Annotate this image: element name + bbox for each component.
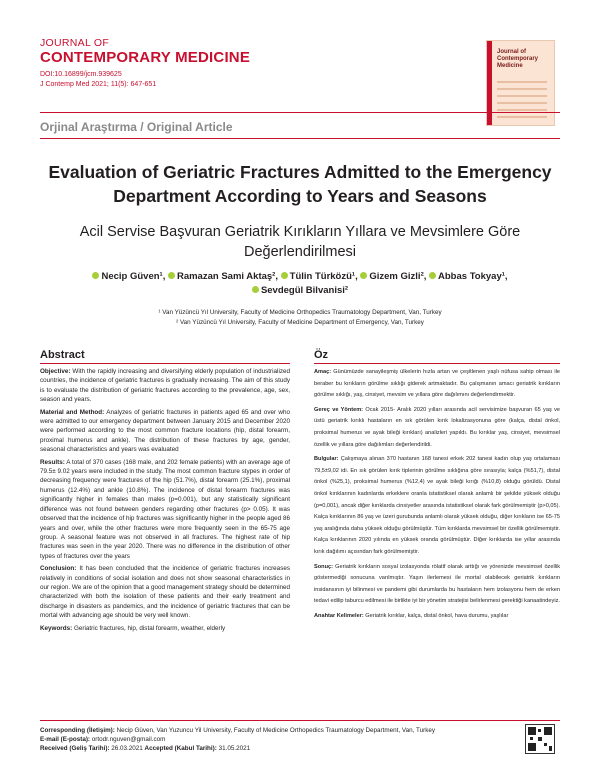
abstract-english <box>40 367 290 636</box>
affiliations <box>40 308 560 328</box>
abstract-keywords: Keywords: Geriatric fractures, hip, distal forearm, weather, elderly <box>40 624 226 632</box>
oz-yontem: Gereç ve Yöntem: Ocak 2015- Aralık 2020 yılları arasında acil servisimize başvuran 65 yaş ve üstü geriatrik kırıklı hastaların en sık görülen kırık lokalizasyonuna göre (kalça, distal önkol, proksimal humerus ve ayak bileği kırıkları) analizleri yapıldı. Bu kırıklar yaş, cinsiyet, mevsimsel özellik ve yıllara göre dağılımları değerlendirildi. <box>314 406 560 448</box>
author-list <box>40 270 560 298</box>
title-turkish: Acil Servise Başvuran Geriatrik Kırıkların Yıllara ve Mevsimlere Göre Değerlendirilmesi <box>79 224 521 260</box>
category-divider <box>40 138 560 139</box>
email-link[interactable]: ortodr.nguven@gmail.com <box>90 736 166 743</box>
footer-divider <box>40 720 560 721</box>
abstract-turkish <box>314 367 560 625</box>
orcid-icon[interactable] <box>429 272 436 279</box>
author-4: Gizem Gizli², <box>360 271 426 282</box>
author-1: Necip Güven¹, <box>92 271 165 282</box>
cover-title: Journal of Contemporary Medicine <box>497 49 539 69</box>
abstract-results: Results: A total of 370 cases (168 male, and 202 female patients) with an average age of 79.5± 9.02 years were included in the study. The most common fracture stypes in order of decreasing frequency were fractures of the hip (51.7%), distal forearm (25.1%), proximal humerus (12.4%) and ankle (10.8%). The incidence of distal forearm fractures was significantly higher in females than males (p=0.001), but any statistically significant difference was not found between genders regarding other fractures (p> 0.05). It was observed that the incidence of hip fractures was significantly higher in the people aged 86 years and over, while the other fractures were more frequently seen in the 65-75 age group. A seasonal feature was not observed in all fractures. The highest rate of hip fractures was seen in the year 2020. There was no difference in the distribution of other types of fractures over the years <box>40 458 290 560</box>
corresponding-author: Corresponding (İletişim): Necip Güven, Van Yuzuncu Yil University, Faculty of Medicine Orthopedics Traumatology Department, Van, Turkey <box>40 727 436 734</box>
orcid-icon[interactable] <box>252 286 259 293</box>
abstract-objective: Objective: With the rapidly increasing and diversifying elderly population of industrialized countries, the incidence of geriatric fractures is gradually increasing. The aim of this study is to evaluate the distribution of geriatric fractures according to the prevalence, age, sex, season and years. <box>40 368 290 404</box>
doi-link[interactable]: DOI:10.16899/jcm.939625 <box>40 71 122 78</box>
title-english: Evaluation of Geriatric Fractures Admitted to the Emergency Department According to Years and Seasons <box>48 162 552 206</box>
author-3: Tülin Türközü¹, <box>281 271 358 282</box>
orcid-icon[interactable] <box>92 272 99 279</box>
oz-sonuc: Sonuç: Geriatrik kırıkların sosyal izolasyonda rölatif olarak arttığı ve yörenizde mevsimsel özellik göstermediği sonucuna varılmıştır. Yaşın ilerlemesi ile mortal olabilecek geriatrik kırıkların insidansının iyi bilinmesi ve pandemi gibi durumlarda bu hastaların hem izolasyonu hem de erken tedavi edilip taburcu edilmesi ile birlikte iyi bir yönetim stratejisi belirlenmesi gerektiği kanaatindeyiz. <box>314 563 560 605</box>
header-divider <box>40 112 560 113</box>
journal-header <box>40 38 250 90</box>
orcid-icon[interactable] <box>360 272 367 279</box>
orcid-icon[interactable] <box>168 272 175 279</box>
author-5: Abbas Tokyay¹, <box>429 271 508 282</box>
journal-name-line2: CONTEMPORARY MEDICINE <box>40 49 251 66</box>
oz-bulgular: Bulgular: Çalışmaya alınan 370 hastanın 168 tanesi erkek 202 tanesi kadın olup yaş ortalaması 79,5±9,02 idi. En sık görülen kırık tiplerinin görülme sıklığına göre sırasıyla; kalça (%51,7), distal önkol (%25,1), proksimal humerus (%12,4) ve ayak bileği kırığı (%10,8) olduğu görüldü. Distal önkol kırıklarının kadınlarda erkeklere oranla istatistiksel olarak anlamlı bir şekilde yüksek olduğu (p=0,001), ancak diğer kırıklarda cinsiyetler arasında istatistiksel olarak fark görülmemiştir (p>0,05). Kalça kırıklarının 86 yaş ve üzeri gurubunda anlamlı olarak yüksek olduğu, diğer kırıkların ise 65-75 yaş aralığında daha yüksek olduğu görülmüştür. Tüm kırıklarda mevsimsel bir özellik görülmemiştir. Kalça kırıklarının 2020 yılında en yüksek oranda görülmüştür. Diğer kırıklarda ise yıllar arasında kırık dağılımı açısından fark görülmemiştir. <box>314 456 560 555</box>
affiliation-2: ² Van Yüzüncü Yıl University, Faculty of Medicine Department of Emergency, Van, Turkey <box>176 319 424 326</box>
affiliation-1: ¹ Van Yüzüncü Yıl University, Faculty of Medicine Orthopedics Traumatology Department, Van, Turkey <box>158 309 442 316</box>
email-line: E-mail (E-posta): ortodr.nguven@gmail.com <box>40 736 166 743</box>
oz-heading: Öz <box>314 349 329 361</box>
journal-cover-thumbnail <box>486 40 555 126</box>
qr-code-icon[interactable] <box>525 724 555 754</box>
abstract-methods: Material and Method: Analyzes of geriatric fractures in patients aged 65 and over who were admitted to our emergency department between January 2015 and December 2020 were performed according to the most common fracture locations (hip, distal forearm, proximal humerus and ankle). The distribution of these fractures by age, gender, seasonal characteristics and years was evaluated <box>40 408 290 454</box>
oz-amac: Amaç: Günümüzde sanayileşmiş ülkelerin hızla artan ve çeşitlenen yaşlı nüfusa sahip olması ile beraber bu kırıkların görülme sıklığı giderek artmaktadır. Bu çalışmanın amacı geriatrik kırıkların görülme sıklığı, yaş, cinsiyet, mevsim ve yıllara göre dağılımını değerlendirmektir. <box>314 369 560 399</box>
oz-anahtar: Anahtar Kelimeler: Geriatrik kırıklar, kalça, distal önkol, hava durumu, yaşlılar <box>314 612 509 619</box>
correspondence-block <box>40 726 510 753</box>
abstract-conclusion: Conclusion: It has been concluded that the incidence of geriatric fractures increases relatively in conditions of social isolation and does not show seasonal characteristics in our region. We are of the opinion that a good management strategy should be determined characterized with both the isolation of these patients and their early treatment and discharge in disasters as pandemics, and the incidence of geriatric fractures that can be mortal with advancing age should be very well known. <box>40 565 290 620</box>
oz-rule <box>314 363 560 364</box>
abstract-heading: Abstract <box>40 349 85 361</box>
author-6: Sevdegül Bilvanisi² <box>252 285 348 296</box>
citation: J Contemp Med 2021; 11(5): 647-651 <box>40 81 157 88</box>
dates-line: Received (Geliş Tarihi): 26.03.2021 Accepted (Kabul Tarihi): 31.05.2021 <box>40 745 251 752</box>
journal-name-line1: JOURNAL OF <box>40 37 110 49</box>
orcid-icon[interactable] <box>281 272 288 279</box>
article-category: Orjinal Araştırma / Original Article <box>40 120 233 134</box>
author-2: Ramazan Sami Aktaş², <box>168 271 278 282</box>
abstract-rule <box>40 363 290 364</box>
